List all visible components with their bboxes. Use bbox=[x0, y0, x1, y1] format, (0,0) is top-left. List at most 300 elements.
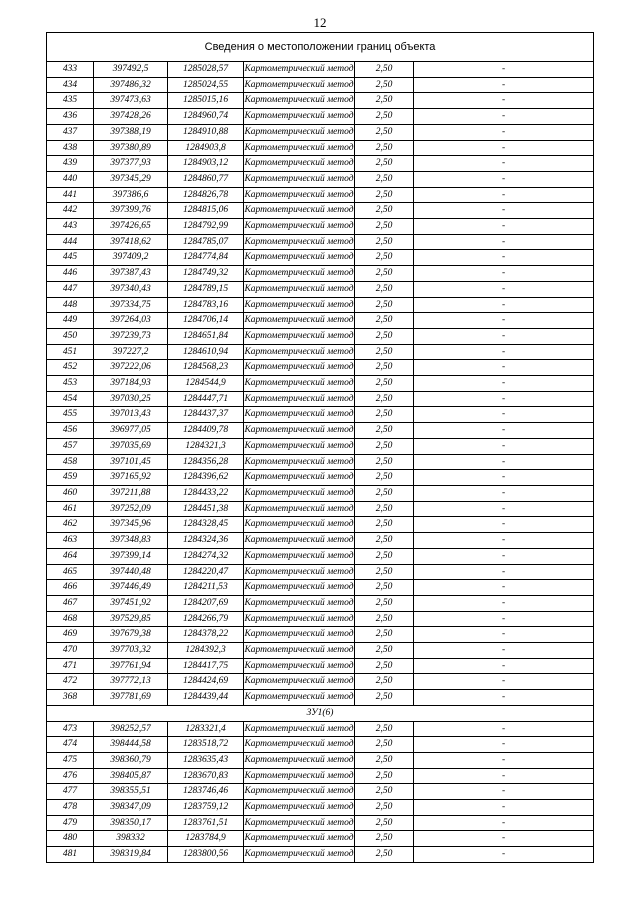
point-number-cell: 473 bbox=[47, 721, 94, 737]
point-number-cell: 453 bbox=[47, 376, 94, 392]
y-coordinate-cell: 1284774,84 bbox=[168, 250, 244, 266]
x-coordinate-cell: 398319,84 bbox=[94, 847, 168, 863]
accuracy-cell: 2,50 bbox=[355, 219, 414, 235]
table-row bbox=[47, 831, 594, 847]
description-cell: - bbox=[414, 266, 594, 282]
point-number-cell: 433 bbox=[47, 62, 94, 78]
y-coordinate-cell: 1284211,53 bbox=[168, 580, 244, 596]
table-row bbox=[47, 391, 594, 407]
x-coordinate-cell: 397399,14 bbox=[94, 548, 168, 564]
accuracy-cell: 2,50 bbox=[355, 297, 414, 313]
point-number-cell: 463 bbox=[47, 533, 94, 549]
method-cell: Картометрический метод bbox=[244, 344, 355, 360]
point-number-cell: 454 bbox=[47, 391, 94, 407]
method-cell: Картометрический метод bbox=[244, 281, 355, 297]
point-number-cell: 477 bbox=[47, 784, 94, 800]
table-row bbox=[47, 140, 594, 156]
method-cell: Картометрический метод bbox=[244, 423, 355, 439]
method-cell: Картометрический метод bbox=[244, 752, 355, 768]
x-coordinate-cell: 397386,6 bbox=[94, 187, 168, 203]
table-row bbox=[47, 564, 594, 580]
point-number-cell: 452 bbox=[47, 360, 94, 376]
accuracy-cell: 2,50 bbox=[355, 140, 414, 156]
x-coordinate-cell: 398252,57 bbox=[94, 721, 168, 737]
accuracy-cell: 2,50 bbox=[355, 501, 414, 517]
accuracy-cell: 2,50 bbox=[355, 627, 414, 643]
method-cell: Картометрический метод bbox=[244, 815, 355, 831]
method-cell: Картометрический метод bbox=[244, 140, 355, 156]
table-row bbox=[47, 376, 594, 392]
method-cell: Картометрический метод bbox=[244, 109, 355, 125]
x-coordinate-cell: 397529,85 bbox=[94, 611, 168, 627]
y-coordinate-cell: 1284451,38 bbox=[168, 501, 244, 517]
method-cell: Картометрический метод bbox=[244, 548, 355, 564]
accuracy-cell: 2,50 bbox=[355, 595, 414, 611]
method-cell: Картометрический метод bbox=[244, 580, 355, 596]
table-row bbox=[47, 470, 594, 486]
point-number-cell: 470 bbox=[47, 643, 94, 659]
y-coordinate-cell: 1283321,4 bbox=[168, 721, 244, 737]
table-row bbox=[47, 438, 594, 454]
point-number-cell: 467 bbox=[47, 595, 94, 611]
point-number-cell: 368 bbox=[47, 690, 94, 706]
point-number-cell: 458 bbox=[47, 454, 94, 470]
method-cell: Картометрический метод bbox=[244, 62, 355, 78]
y-coordinate-cell: 1284392,3 bbox=[168, 643, 244, 659]
accuracy-cell: 2,50 bbox=[355, 470, 414, 486]
description-cell: - bbox=[414, 62, 594, 78]
accuracy-cell: 2,50 bbox=[355, 454, 414, 470]
accuracy-cell: 2,50 bbox=[355, 344, 414, 360]
description-cell: - bbox=[414, 548, 594, 564]
method-cell: Картометрический метод bbox=[244, 643, 355, 659]
y-coordinate-cell: 1284417,75 bbox=[168, 658, 244, 674]
x-coordinate-cell: 397340,43 bbox=[94, 281, 168, 297]
accuracy-cell: 2,50 bbox=[355, 658, 414, 674]
accuracy-cell: 2,50 bbox=[355, 93, 414, 109]
y-coordinate-cell: 1284789,15 bbox=[168, 281, 244, 297]
method-cell: Картометрический метод bbox=[244, 658, 355, 674]
point-number-cell: 451 bbox=[47, 344, 94, 360]
x-coordinate-cell: 397334,75 bbox=[94, 297, 168, 313]
accuracy-cell: 2,50 bbox=[355, 690, 414, 706]
method-cell: Картометрический метод bbox=[244, 564, 355, 580]
description-cell: - bbox=[414, 328, 594, 344]
table-row bbox=[47, 643, 594, 659]
y-coordinate-cell: 1284274,32 bbox=[168, 548, 244, 564]
y-coordinate-cell: 1284910,88 bbox=[168, 124, 244, 140]
x-coordinate-cell: 397222,06 bbox=[94, 360, 168, 376]
method-cell: Картометрический метод bbox=[244, 124, 355, 140]
y-coordinate-cell: 1284792,99 bbox=[168, 219, 244, 235]
accuracy-cell: 2,50 bbox=[355, 203, 414, 219]
accuracy-cell: 2,50 bbox=[355, 847, 414, 863]
y-coordinate-cell: 1284860,77 bbox=[168, 171, 244, 187]
point-number-cell: 446 bbox=[47, 266, 94, 282]
table-row bbox=[47, 800, 594, 816]
accuracy-cell: 2,50 bbox=[355, 533, 414, 549]
table-row bbox=[47, 580, 594, 596]
method-cell: Картометрический метод bbox=[244, 360, 355, 376]
description-cell: - bbox=[414, 407, 594, 423]
y-coordinate-cell: 1284437,37 bbox=[168, 407, 244, 423]
table-row bbox=[47, 533, 594, 549]
boundary-table bbox=[46, 32, 594, 863]
x-coordinate-cell: 397387,43 bbox=[94, 266, 168, 282]
point-number-cell: 469 bbox=[47, 627, 94, 643]
method-cell: Картометрический метод bbox=[244, 93, 355, 109]
point-number-cell: 480 bbox=[47, 831, 94, 847]
method-cell: Картометрический метод bbox=[244, 438, 355, 454]
table-row bbox=[47, 62, 594, 78]
method-cell: Картометрический метод bbox=[244, 627, 355, 643]
table-row bbox=[47, 595, 594, 611]
accuracy-cell: 2,50 bbox=[355, 171, 414, 187]
accuracy-cell: 2,50 bbox=[355, 77, 414, 93]
method-cell: Картометрический метод bbox=[244, 485, 355, 501]
group-label: ЗУ1(6) bbox=[47, 705, 594, 721]
point-number-cell: 461 bbox=[47, 501, 94, 517]
description-cell: - bbox=[414, 831, 594, 847]
y-coordinate-cell: 1283784,9 bbox=[168, 831, 244, 847]
y-coordinate-cell: 1284220,47 bbox=[168, 564, 244, 580]
table-row bbox=[47, 234, 594, 250]
table-row bbox=[47, 815, 594, 831]
description-cell: - bbox=[414, 627, 594, 643]
y-coordinate-cell: 1284568,23 bbox=[168, 360, 244, 376]
description-cell: - bbox=[414, 580, 594, 596]
table-row bbox=[47, 313, 594, 329]
table-row bbox=[47, 187, 594, 203]
description-cell: - bbox=[414, 281, 594, 297]
accuracy-cell: 2,50 bbox=[355, 266, 414, 282]
table-row bbox=[47, 266, 594, 282]
y-coordinate-cell: 1284544,9 bbox=[168, 376, 244, 392]
point-number-cell: 476 bbox=[47, 768, 94, 784]
x-coordinate-cell: 397761,94 bbox=[94, 658, 168, 674]
description-cell: - bbox=[414, 674, 594, 690]
point-number-cell: 464 bbox=[47, 548, 94, 564]
description-cell: - bbox=[414, 423, 594, 439]
x-coordinate-cell: 397446,49 bbox=[94, 580, 168, 596]
method-cell: Картометрический метод bbox=[244, 234, 355, 250]
accuracy-cell: 2,50 bbox=[355, 407, 414, 423]
y-coordinate-cell: 1283635,43 bbox=[168, 752, 244, 768]
accuracy-cell: 2,50 bbox=[355, 580, 414, 596]
method-cell: Картометрический метод bbox=[244, 533, 355, 549]
accuracy-cell: 2,50 bbox=[355, 721, 414, 737]
accuracy-cell: 2,50 bbox=[355, 564, 414, 580]
x-coordinate-cell: 397380,89 bbox=[94, 140, 168, 156]
y-coordinate-cell: 1284424,69 bbox=[168, 674, 244, 690]
y-coordinate-cell: 1284651,84 bbox=[168, 328, 244, 344]
y-coordinate-cell: 1284815,06 bbox=[168, 203, 244, 219]
table-row bbox=[47, 219, 594, 235]
description-cell: - bbox=[414, 376, 594, 392]
description-cell: - bbox=[414, 752, 594, 768]
description-cell: - bbox=[414, 391, 594, 407]
y-coordinate-cell: 1284378,22 bbox=[168, 627, 244, 643]
method-cell: Картометрический метод bbox=[244, 77, 355, 93]
method-cell: Картометрический метод bbox=[244, 187, 355, 203]
description-cell: - bbox=[414, 250, 594, 266]
accuracy-cell: 2,50 bbox=[355, 281, 414, 297]
y-coordinate-cell: 1285015,16 bbox=[168, 93, 244, 109]
x-coordinate-cell: 397013,43 bbox=[94, 407, 168, 423]
accuracy-cell: 2,50 bbox=[355, 768, 414, 784]
group-row bbox=[47, 705, 594, 721]
table-row bbox=[47, 203, 594, 219]
description-cell: - bbox=[414, 517, 594, 533]
x-coordinate-cell: 397409,2 bbox=[94, 250, 168, 266]
description-cell: - bbox=[414, 564, 594, 580]
description-cell: - bbox=[414, 438, 594, 454]
y-coordinate-cell: 1284903,12 bbox=[168, 156, 244, 172]
y-coordinate-cell: 1284396,62 bbox=[168, 470, 244, 486]
description-cell: - bbox=[414, 595, 594, 611]
x-coordinate-cell: 397239,73 bbox=[94, 328, 168, 344]
table-row bbox=[47, 171, 594, 187]
description-cell: - bbox=[414, 690, 594, 706]
method-cell: Картометрический метод bbox=[244, 800, 355, 816]
accuracy-cell: 2,50 bbox=[355, 485, 414, 501]
table-row bbox=[47, 690, 594, 706]
point-number-cell: 440 bbox=[47, 171, 94, 187]
point-number-cell: 459 bbox=[47, 470, 94, 486]
description-cell: - bbox=[414, 768, 594, 784]
point-number-cell: 466 bbox=[47, 580, 94, 596]
x-coordinate-cell: 397426,65 bbox=[94, 219, 168, 235]
y-coordinate-cell: 1284356,28 bbox=[168, 454, 244, 470]
accuracy-cell: 2,50 bbox=[355, 62, 414, 78]
description-cell: - bbox=[414, 187, 594, 203]
y-coordinate-cell: 1284610,94 bbox=[168, 344, 244, 360]
y-coordinate-cell: 1284321,3 bbox=[168, 438, 244, 454]
y-coordinate-cell: 1284439,44 bbox=[168, 690, 244, 706]
accuracy-cell: 2,50 bbox=[355, 784, 414, 800]
point-number-cell: 436 bbox=[47, 109, 94, 125]
point-number-cell: 438 bbox=[47, 140, 94, 156]
x-coordinate-cell: 397473,63 bbox=[94, 93, 168, 109]
description-cell: - bbox=[414, 501, 594, 517]
method-cell: Картометрический метод bbox=[244, 250, 355, 266]
method-cell: Картометрический метод bbox=[244, 470, 355, 486]
method-cell: Картометрический метод bbox=[244, 784, 355, 800]
accuracy-cell: 2,50 bbox=[355, 611, 414, 627]
x-coordinate-cell: 397035,69 bbox=[94, 438, 168, 454]
accuracy-cell: 2,50 bbox=[355, 187, 414, 203]
point-number-cell: 439 bbox=[47, 156, 94, 172]
method-cell: Картометрический метод bbox=[244, 674, 355, 690]
y-coordinate-cell: 1283761,51 bbox=[168, 815, 244, 831]
point-number-cell: 460 bbox=[47, 485, 94, 501]
table-row bbox=[47, 77, 594, 93]
x-coordinate-cell: 398444,58 bbox=[94, 737, 168, 753]
y-coordinate-cell: 1284207,69 bbox=[168, 595, 244, 611]
description-cell: - bbox=[414, 533, 594, 549]
method-cell: Картометрический метод bbox=[244, 391, 355, 407]
description-cell: - bbox=[414, 800, 594, 816]
description-cell: - bbox=[414, 203, 594, 219]
description-cell: - bbox=[414, 485, 594, 501]
x-coordinate-cell: 397486,32 bbox=[94, 77, 168, 93]
point-number-cell: 479 bbox=[47, 815, 94, 831]
accuracy-cell: 2,50 bbox=[355, 831, 414, 847]
description-cell: - bbox=[414, 297, 594, 313]
description-cell: - bbox=[414, 454, 594, 470]
x-coordinate-cell: 398355,51 bbox=[94, 784, 168, 800]
x-coordinate-cell: 397399,76 bbox=[94, 203, 168, 219]
table-row bbox=[47, 611, 594, 627]
table-row bbox=[47, 344, 594, 360]
description-cell: - bbox=[414, 93, 594, 109]
point-number-cell: 478 bbox=[47, 800, 94, 816]
y-coordinate-cell: 1284783,16 bbox=[168, 297, 244, 313]
method-cell: Картометрический метод bbox=[244, 501, 355, 517]
y-coordinate-cell: 1284749,32 bbox=[168, 266, 244, 282]
x-coordinate-cell: 397418,62 bbox=[94, 234, 168, 250]
point-number-cell: 441 bbox=[47, 187, 94, 203]
table-row bbox=[47, 721, 594, 737]
point-number-cell: 450 bbox=[47, 328, 94, 344]
table-row bbox=[47, 501, 594, 517]
y-coordinate-cell: 1283518,72 bbox=[168, 737, 244, 753]
description-cell: - bbox=[414, 156, 594, 172]
point-number-cell: 445 bbox=[47, 250, 94, 266]
table-row bbox=[47, 548, 594, 564]
point-number-cell: 468 bbox=[47, 611, 94, 627]
accuracy-cell: 2,50 bbox=[355, 391, 414, 407]
point-number-cell: 462 bbox=[47, 517, 94, 533]
method-cell: Картометрический метод bbox=[244, 156, 355, 172]
accuracy-cell: 2,50 bbox=[355, 737, 414, 753]
accuracy-cell: 2,50 bbox=[355, 752, 414, 768]
description-cell: - bbox=[414, 815, 594, 831]
method-cell: Картометрический метод bbox=[244, 737, 355, 753]
table-row bbox=[47, 124, 594, 140]
description-cell: - bbox=[414, 140, 594, 156]
table-header-title: Сведения о местоположении границ объекта bbox=[47, 33, 594, 62]
method-cell: Картометрический метод bbox=[244, 831, 355, 847]
x-coordinate-cell: 397703,32 bbox=[94, 643, 168, 659]
table-row bbox=[47, 517, 594, 533]
point-number-cell: 443 bbox=[47, 219, 94, 235]
point-number-cell: 437 bbox=[47, 124, 94, 140]
method-cell: Картометрический метод bbox=[244, 171, 355, 187]
method-cell: Картометрический метод bbox=[244, 313, 355, 329]
y-coordinate-cell: 1284903,8 bbox=[168, 140, 244, 156]
point-number-cell: 471 bbox=[47, 658, 94, 674]
point-number-cell: 442 bbox=[47, 203, 94, 219]
description-cell: - bbox=[414, 219, 594, 235]
accuracy-cell: 2,50 bbox=[355, 313, 414, 329]
x-coordinate-cell: 398350,17 bbox=[94, 815, 168, 831]
table-row bbox=[47, 847, 594, 863]
x-coordinate-cell: 397388,19 bbox=[94, 124, 168, 140]
table-row bbox=[47, 109, 594, 125]
accuracy-cell: 2,50 bbox=[355, 423, 414, 439]
y-coordinate-cell: 1285024,55 bbox=[168, 77, 244, 93]
accuracy-cell: 2,50 bbox=[355, 438, 414, 454]
table-row bbox=[47, 156, 594, 172]
y-coordinate-cell: 1284826,78 bbox=[168, 187, 244, 203]
method-cell: Картометрический метод bbox=[244, 721, 355, 737]
description-cell: - bbox=[414, 658, 594, 674]
point-number-cell: 448 bbox=[47, 297, 94, 313]
x-coordinate-cell: 397781,69 bbox=[94, 690, 168, 706]
table-row bbox=[47, 752, 594, 768]
y-coordinate-cell: 1284324,36 bbox=[168, 533, 244, 549]
table-row bbox=[47, 658, 594, 674]
description-cell: - bbox=[414, 109, 594, 125]
table-row bbox=[47, 627, 594, 643]
description-cell: - bbox=[414, 737, 594, 753]
table-row bbox=[47, 485, 594, 501]
y-coordinate-cell: 1283670,83 bbox=[168, 768, 244, 784]
accuracy-cell: 2,50 bbox=[355, 124, 414, 140]
description-cell: - bbox=[414, 643, 594, 659]
point-number-cell: 474 bbox=[47, 737, 94, 753]
method-cell: Картометрический метод bbox=[244, 690, 355, 706]
point-number-cell: 481 bbox=[47, 847, 94, 863]
description-cell: - bbox=[414, 313, 594, 329]
table-row bbox=[47, 423, 594, 439]
x-coordinate-cell: 398405,87 bbox=[94, 768, 168, 784]
accuracy-cell: 2,50 bbox=[355, 234, 414, 250]
y-coordinate-cell: 1284785,07 bbox=[168, 234, 244, 250]
x-coordinate-cell: 397030,25 bbox=[94, 391, 168, 407]
accuracy-cell: 2,50 bbox=[355, 815, 414, 831]
x-coordinate-cell: 397440,48 bbox=[94, 564, 168, 580]
table-row bbox=[47, 360, 594, 376]
y-coordinate-cell: 1284706,14 bbox=[168, 313, 244, 329]
x-coordinate-cell: 398332 bbox=[94, 831, 168, 847]
point-number-cell: 465 bbox=[47, 564, 94, 580]
point-number-cell: 447 bbox=[47, 281, 94, 297]
description-cell: - bbox=[414, 124, 594, 140]
method-cell: Картометрический метод bbox=[244, 407, 355, 423]
point-number-cell: 449 bbox=[47, 313, 94, 329]
description-cell: - bbox=[414, 611, 594, 627]
x-coordinate-cell: 398360,79 bbox=[94, 752, 168, 768]
accuracy-cell: 2,50 bbox=[355, 328, 414, 344]
point-number-cell: 435 bbox=[47, 93, 94, 109]
method-cell: Картометрический метод bbox=[244, 611, 355, 627]
table-row bbox=[47, 297, 594, 313]
accuracy-cell: 2,50 bbox=[355, 548, 414, 564]
y-coordinate-cell: 1284328,45 bbox=[168, 517, 244, 533]
x-coordinate-cell: 397184,93 bbox=[94, 376, 168, 392]
accuracy-cell: 2,50 bbox=[355, 360, 414, 376]
point-number-cell: 434 bbox=[47, 77, 94, 93]
x-coordinate-cell: 397345,96 bbox=[94, 517, 168, 533]
method-cell: Картометрический метод bbox=[244, 328, 355, 344]
accuracy-cell: 2,50 bbox=[355, 674, 414, 690]
x-coordinate-cell: 397348,83 bbox=[94, 533, 168, 549]
point-number-cell: 472 bbox=[47, 674, 94, 690]
table-row bbox=[47, 784, 594, 800]
y-coordinate-cell: 1285028,57 bbox=[168, 62, 244, 78]
description-cell: - bbox=[414, 77, 594, 93]
table-row bbox=[47, 250, 594, 266]
x-coordinate-cell: 398347,09 bbox=[94, 800, 168, 816]
method-cell: Картометрический метод bbox=[244, 297, 355, 313]
description-cell: - bbox=[414, 234, 594, 250]
x-coordinate-cell: 397165,92 bbox=[94, 470, 168, 486]
table-row bbox=[47, 93, 594, 109]
method-cell: Картометрический метод bbox=[244, 517, 355, 533]
y-coordinate-cell: 1283800,56 bbox=[168, 847, 244, 863]
